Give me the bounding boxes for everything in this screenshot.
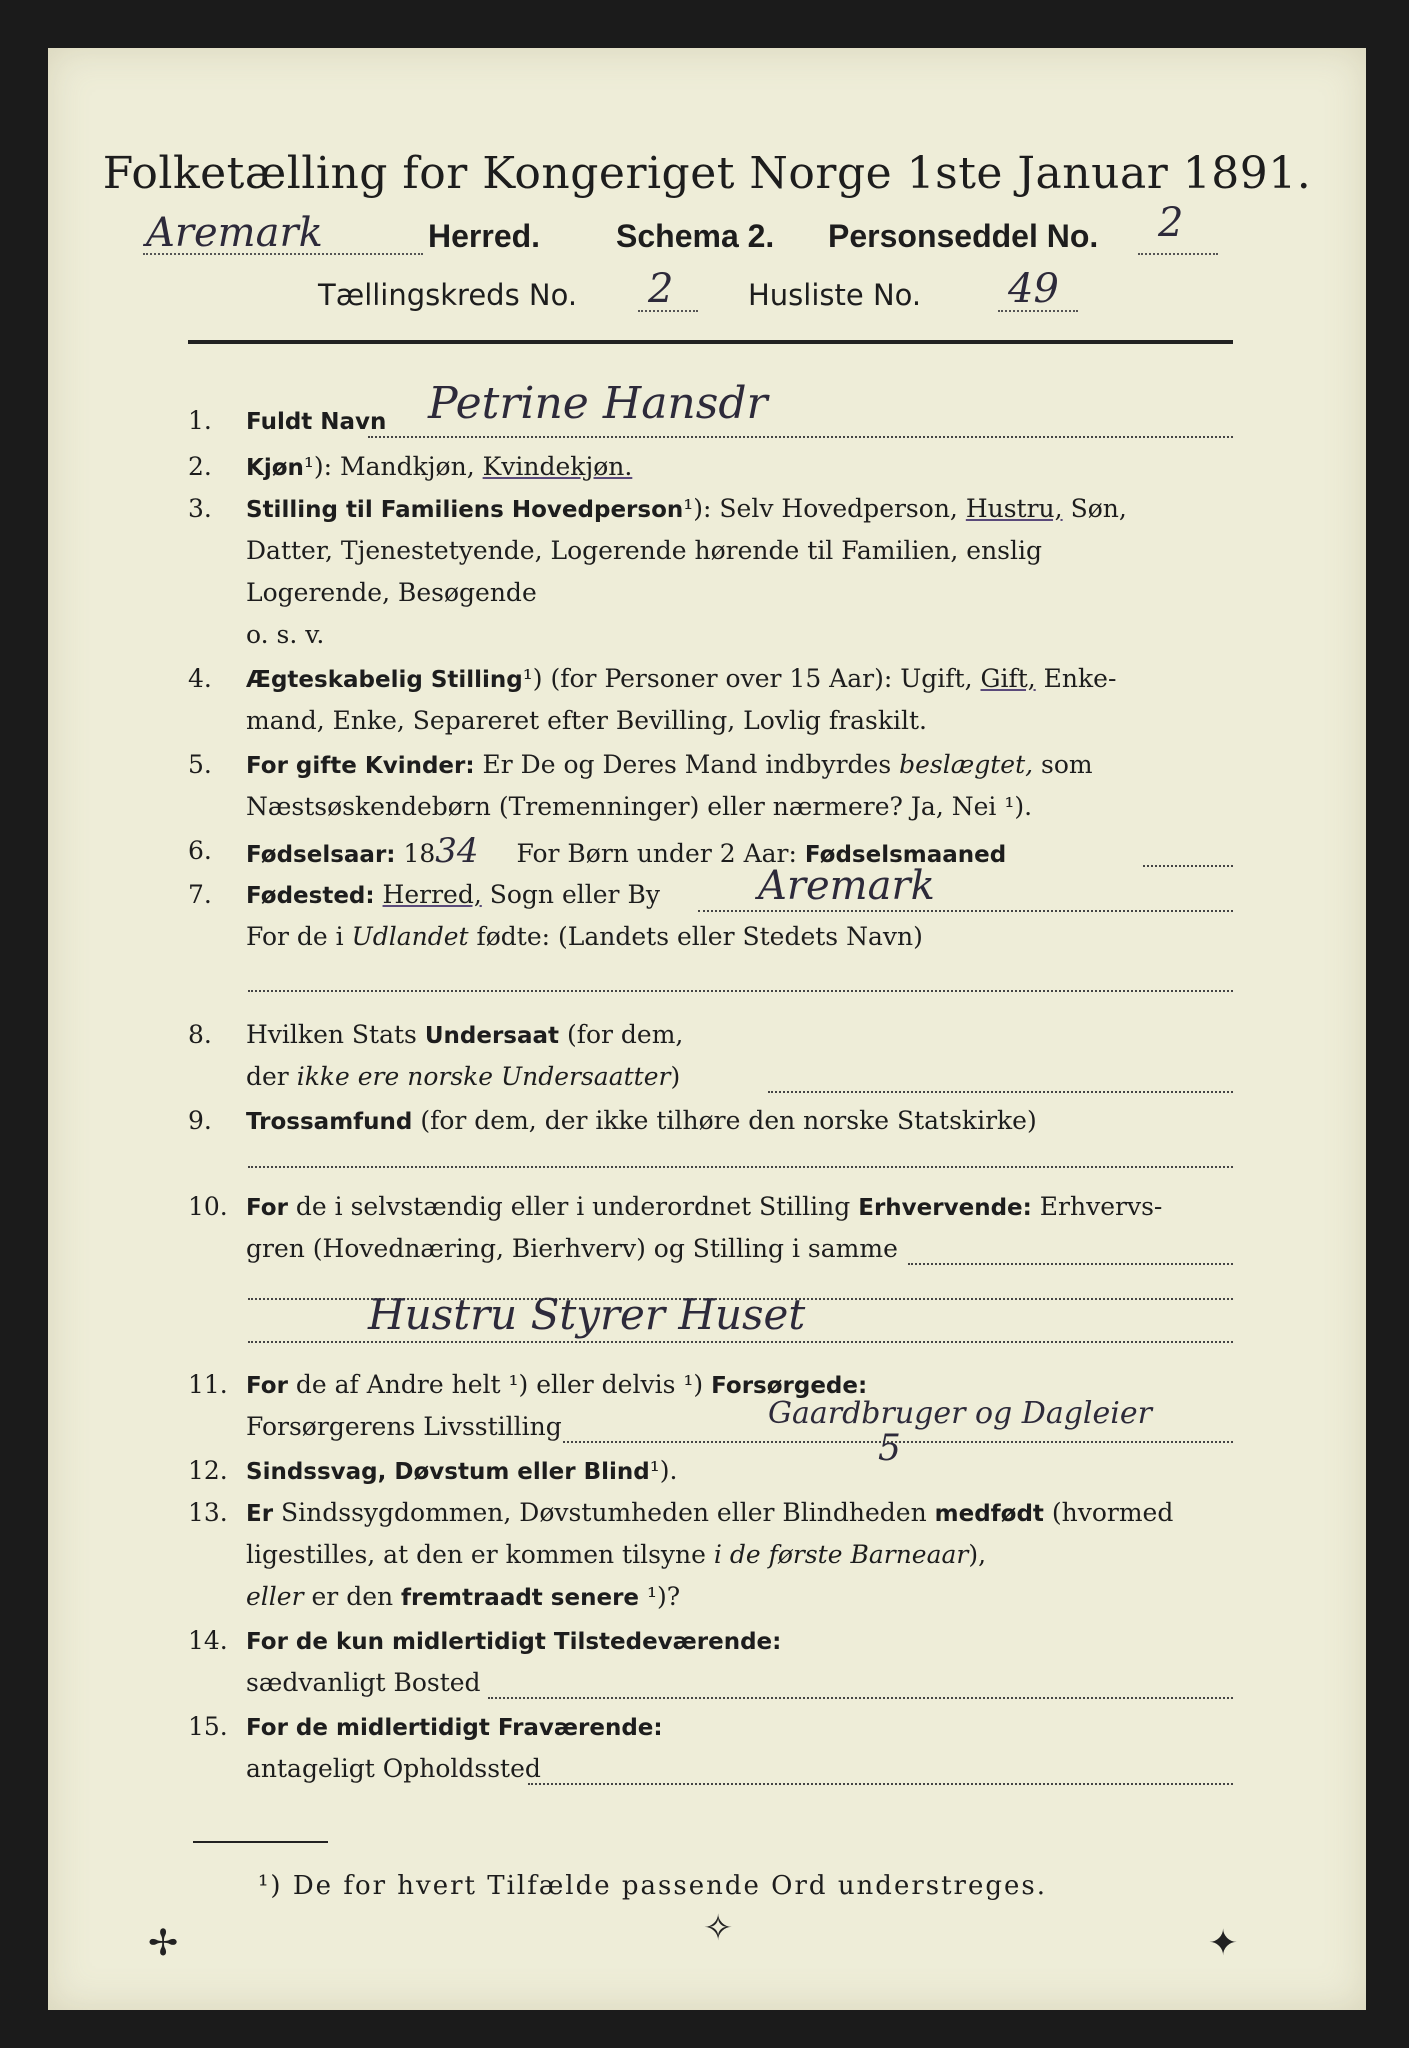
kreds-value: 2: [648, 266, 674, 312]
q10-line2-text: gren (Hovednæring, Bierhverv) og Stilling i samme: [246, 1234, 898, 1263]
q9-label: Trossamfund: [246, 1109, 413, 1135]
q3-sup: ¹):: [683, 494, 712, 523]
q10-label: For: [246, 1195, 288, 1221]
q7-line2-text: [246, 921, 923, 953]
q8-line2-text: der ikke ere norske Undersaatter): [246, 1062, 681, 1091]
q7-text: [246, 879, 660, 912]
q13-line3a: eller: [246, 1582, 304, 1611]
q2-sup: ¹):: [303, 452, 333, 481]
q6-prefix: 18: [403, 839, 436, 868]
q10-value: Hustru Styrer Huset: [368, 1290, 806, 1339]
q3-option-hustru: Hustru,: [965, 494, 1063, 523]
q13-line3c: fremtraadt senere: [401, 1585, 640, 1611]
q13-line3b: er den: [311, 1582, 394, 1611]
q12-number: 12.: [188, 1456, 228, 1485]
q3-number: 3.: [188, 494, 212, 523]
q2-option-kvinde: Kvindekjøn.: [482, 452, 633, 481]
kreds-line: [638, 310, 698, 312]
q13-text: [246, 1497, 1173, 1530]
q4-option-gift: Gift,: [980, 664, 1036, 693]
q8-number: 8.: [188, 1020, 212, 1049]
q13-line2-text: ligestilles, at den er kommen tilsyne i de første Barneaar),: [246, 1540, 987, 1569]
q8-line2a: der: [246, 1062, 289, 1091]
q4-label: Ægteskabelig Stilling: [246, 667, 523, 693]
q11-rest: de af Andre helt ¹) eller delvis ¹): [295, 1370, 704, 1399]
q3-line3-text: Logerende, Besøgende: [246, 578, 537, 607]
q10-rest2: Erhvervs-: [1039, 1192, 1163, 1221]
q6-mid: For Børn under 2 Aar:: [516, 839, 797, 868]
q13-line3-text: [246, 1581, 680, 1614]
header-rule: [188, 340, 1233, 344]
q14-label: For de kun midlertidigt Tilstedeværende:: [246, 1629, 782, 1655]
personseddel-line: [1138, 253, 1218, 255]
q10-line: [908, 1263, 1233, 1265]
q15-line: [528, 1783, 1233, 1785]
q3-line2-text: Datter, Tjenestetyende, Logerende hørende til Familien, enslig: [246, 536, 1043, 565]
q3-option-selv: Selv Hovedperson,: [719, 494, 958, 523]
q15-line2-text: antageligt Opholdssted: [246, 1754, 541, 1783]
q7-number: 7.: [188, 880, 212, 909]
q5-line1a: Er De og Deres Mand indbyrdes: [482, 750, 892, 779]
q6-value: 34: [435, 831, 479, 871]
q11-bold: Forsørgede:: [711, 1373, 868, 1399]
q10-bold: Erhvervende:: [858, 1195, 1032, 1221]
q10-text: [246, 1191, 1162, 1224]
schema-label: Schema 2.: [616, 218, 775, 254]
q11-value: Gaardbruger og Dagleier: [768, 1396, 1152, 1431]
q7-rest: Sogn eller By: [489, 880, 660, 909]
q13-label: Er: [246, 1501, 274, 1527]
q7-option-herred: Herred,: [382, 880, 482, 909]
q4-number: 4.: [188, 664, 212, 693]
q2-text: [246, 451, 632, 484]
q5-line1c: som: [1041, 750, 1093, 779]
q1-value: Petrine Hansdr: [428, 378, 768, 429]
q5-label: For gifte Kvinder:: [246, 753, 475, 779]
q14-text: [246, 1625, 781, 1658]
q7-value: Aremark: [758, 863, 935, 909]
q3-text: [246, 493, 1127, 526]
q8-label: Hvilken Stats: [246, 1020, 417, 1049]
personseddel-value: 2: [1158, 200, 1184, 246]
q2-label: Kjøn: [246, 455, 304, 481]
herred-value: Aremark: [146, 210, 323, 256]
q11-line2-text: Forsørgerens Livsstilling: [246, 1412, 562, 1441]
q8-text: [246, 1019, 683, 1052]
census-form-page: [48, 48, 1366, 2010]
form-title: Folketælling for Kongeriget Norge 1ste Januar 1891.: [102, 148, 1312, 199]
husliste-label: Husliste No.: [748, 278, 922, 312]
q4-line1a: ¹) (for Personer over 15 Aar): Ugift,: [522, 664, 973, 693]
q15-text: [246, 1711, 663, 1744]
q15-number: 15.: [188, 1712, 228, 1741]
q6-label2: Fødselsmaaned: [804, 842, 1007, 868]
q12-value: 5: [878, 1428, 901, 1469]
q13-rest1: Sindssygdommen, Døvstumheden eller Blindheden: [281, 1498, 927, 1527]
q5-line1b: beslægtet,: [899, 750, 1034, 779]
q13-line2b: i de første Barneaar: [713, 1540, 969, 1569]
q7-line2b: Udlandet: [351, 922, 469, 951]
q3-line4-text: o. s. v.: [246, 620, 325, 649]
q9-line: [248, 1166, 1233, 1168]
q13-number: 13.: [188, 1498, 228, 1527]
q7-line2-fill: [248, 990, 1233, 992]
footnote: ¹) De for hvert Tilfælde passende Ord understreges.: [258, 1871, 1048, 1901]
q11-label: For: [246, 1373, 288, 1399]
q12-sup: ¹).: [649, 1456, 678, 1485]
personseddel-label: Personseddel No.: [828, 218, 1099, 254]
q12-label: Sindssvag, Døvstum eller Blind: [246, 1459, 650, 1485]
q13-bold: medfødt: [934, 1501, 1044, 1527]
q1-number: 1.: [188, 406, 212, 435]
q10-number: 10.: [188, 1192, 228, 1221]
herred-label: Herred.: [428, 218, 541, 254]
q3-option-son: Søn,: [1070, 494, 1127, 523]
q8-line2b: ikke ere norske Undersaatter: [296, 1062, 671, 1091]
q7-line2c: fødte: (Landets eller Stedets Navn): [476, 922, 923, 951]
q7-line2a: For de i: [246, 922, 344, 951]
q7-line: [698, 910, 1233, 912]
q5-line2-text: Næstsøskendebørn (Tremenninger) eller nærmere? Ja, Nei ¹).: [246, 792, 1033, 821]
q13-rest2: (hvormed: [1051, 1498, 1174, 1527]
q10-line3-fill: [248, 1341, 1233, 1343]
q9-rest: (for dem, der ikke tilhøre den norske Statskirke): [420, 1106, 1037, 1135]
q2-option-mand: Mandkjøn,: [340, 452, 475, 481]
q9-text: [246, 1105, 1037, 1138]
corner-mark-center-icon: ✧: [703, 1908, 734, 1949]
q8-bold: Undersaat: [424, 1023, 560, 1049]
q13-line3d: ¹)?: [646, 1582, 681, 1611]
q3-label: Stilling til Familiens Hovedperson: [246, 497, 684, 523]
corner-mark-right-icon: ✦: [1208, 1923, 1239, 1964]
q1-label: Fuldt Navn: [246, 409, 387, 435]
corner-mark-left-icon: ✢: [148, 1923, 179, 1964]
q5-text: [246, 749, 1093, 782]
q11-number: 11.: [188, 1370, 228, 1399]
q8-rest: (for dem,: [566, 1020, 684, 1049]
q15-label: For de midlertidigt Fraværende:: [246, 1715, 663, 1741]
q8-line: [768, 1091, 1233, 1093]
q6-number: 6.: [188, 836, 212, 865]
q4-line1c: Enke-: [1043, 664, 1117, 693]
q2-number: 2.: [188, 452, 212, 481]
q14-number: 14.: [188, 1626, 228, 1655]
q9-number: 9.: [188, 1106, 212, 1135]
q7-label: Fødested:: [246, 883, 375, 909]
q4-line2-text: mand, Enke, Separeret efter Bevilling, Lovlig fraskilt.: [246, 706, 927, 735]
q14-line2-text: sædvanligt Bosted: [246, 1668, 481, 1697]
footnote-rule: [193, 1841, 328, 1843]
q14-line: [488, 1697, 1233, 1699]
q5-number: 5.: [188, 750, 212, 779]
q10-rest1: de i selvstændig eller i underordnet Stilling: [295, 1192, 851, 1221]
husliste-line: [998, 310, 1078, 312]
q1-line: [368, 436, 1233, 438]
q13-line2a: ligestilles, at den er kommen tilsyne: [246, 1540, 706, 1569]
husliste-value: 49: [1008, 266, 1059, 312]
q1-text: [246, 405, 386, 438]
kreds-label: Tællingskreds No.: [318, 278, 578, 312]
herred-line: [143, 253, 423, 255]
q4-text: [246, 663, 1116, 696]
q6-label: Fødselsaar:: [246, 842, 396, 868]
q6-line: [1143, 865, 1233, 867]
q12-text: [246, 1455, 678, 1488]
